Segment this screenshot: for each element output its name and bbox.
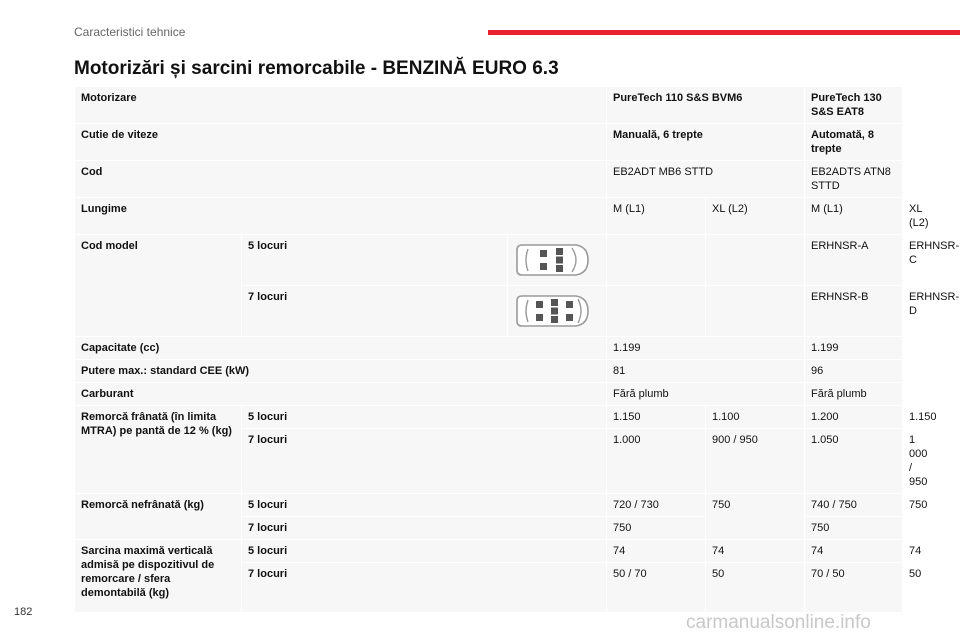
table-row: Remorcă nefrânată (kg) 5 locuri 720 / 730 750 740 / 750 750 xyxy=(75,494,903,517)
braked-7-1: 1.000 xyxy=(607,429,706,494)
unbraked-7-3: 750 xyxy=(805,517,903,540)
power-1: 81 xyxy=(607,360,805,383)
model-code-7-1 xyxy=(607,286,706,337)
length-2: XL (L2) xyxy=(706,198,805,235)
unbraked-5-3: 740 / 750 xyxy=(805,494,903,517)
unbraked-5-2: 750 xyxy=(706,494,805,540)
braked-5-3: 1.200 xyxy=(805,406,903,429)
braked-7-label: 7 locuri xyxy=(242,429,607,494)
model-code-5-1 xyxy=(607,235,706,286)
row-label-lungime: Lungime xyxy=(75,198,607,235)
row-label-carburant: Carburant xyxy=(75,383,607,406)
watermark: carmanualsonline.info xyxy=(686,612,871,633)
table-row xyxy=(75,383,903,406)
model-code-7-2 xyxy=(706,286,805,337)
length-1: M (L1) xyxy=(607,198,706,235)
braked-7-3: 1.050 xyxy=(805,429,903,494)
page-title: Motorizări și sarcini remorcabile - BENZINĂ EURO 6.3 xyxy=(74,58,559,79)
page-number: 182 xyxy=(14,606,33,618)
row-label-motorizare: Motorizare xyxy=(75,87,607,124)
power-2: 96 xyxy=(805,360,903,383)
engine-2: PureTech 130 S&S EAT8 xyxy=(805,87,903,124)
model-code-5-2 xyxy=(706,235,805,286)
table-row: Lungime M (L1) XL (L2) M (L1) XL (L2) xyxy=(75,198,903,235)
table-row: 7 locuri 1.000 900 / 950 1.050 1 000 / 950 xyxy=(75,429,903,494)
capacity-2: 1.199 xyxy=(805,337,903,360)
row-label-remorca-nefranata: Remorcă nefrânată (kg) xyxy=(75,494,242,540)
table-row: 7 locuri ERHNSR-B ERHNSR-D xyxy=(75,286,903,337)
table-row xyxy=(75,360,903,383)
car-5-seats-icon xyxy=(508,235,607,286)
load-7-label: 7 locuri xyxy=(242,563,607,613)
unbraked-5-label: 5 locuri xyxy=(242,494,607,517)
model-code-5-3: ERHNSR-A xyxy=(805,235,903,286)
row-label-cutie: Cutie de viteze xyxy=(75,124,607,161)
gearbox-1: Manuală, 6 trepte xyxy=(607,124,805,161)
section-header: Caracteristici tehnice xyxy=(74,25,186,39)
engine-1: PureTech 110 S&S BVM6 xyxy=(607,87,805,124)
braked-5-label: 5 locuri xyxy=(242,406,607,429)
row-label-sarcina: Sarcina maximă verticală admisă pe dispozitivul de remorcare / sfera demontabilă (kg) xyxy=(75,540,242,613)
row-label-putere: Putere max.: standard CEE (kW) xyxy=(75,360,607,383)
table-row xyxy=(75,124,903,161)
table-row: Remorcă frânată (în limita MTRA) pe pantă de 12 % (kg) 5 locuri 1.150 1.100 1.200 1.150 xyxy=(75,406,903,429)
table-row xyxy=(75,161,903,198)
seats-5-label: 5 locuri xyxy=(242,235,508,286)
fuel-1: Fără plumb xyxy=(607,383,805,406)
row-label-capacitate: Capacitate (cc) xyxy=(75,337,607,360)
load-5-label: 5 locuri xyxy=(242,540,607,563)
row-label-remorca-franata: Remorcă frânată (în limita MTRA) pe pantă de 12 % (kg) xyxy=(75,406,242,494)
load-7-2: 50 xyxy=(706,563,805,613)
load-5-3: 74 xyxy=(805,540,903,563)
load-5-1: 74 xyxy=(607,540,706,563)
header-accent-bar xyxy=(488,30,960,35)
code-2: EB2ADTS ATN8 STTD xyxy=(805,161,903,198)
seats-7-label: 7 locuri xyxy=(242,286,508,337)
table-row xyxy=(75,337,903,360)
unbraked-7-label: 7 locuri xyxy=(242,517,607,540)
row-label-cod-model: Cod model xyxy=(75,235,242,337)
braked-5-1: 1.150 xyxy=(607,406,706,429)
table-row xyxy=(75,87,903,124)
load-5-2: 74 xyxy=(706,540,805,563)
table-row: Cod model 5 locuri ERHNSR-A ERHNSR-C xyxy=(75,235,903,286)
table-row: 7 locuri 50 / 70 50 70 / 50 50 xyxy=(75,563,903,613)
unbraked-5-1: 720 / 730 xyxy=(607,494,706,517)
model-code-7-3: ERHNSR-B xyxy=(805,286,903,337)
car-7-seats-icon xyxy=(508,286,607,337)
fuel-2: Fără plumb xyxy=(805,383,903,406)
length-3: M (L1) xyxy=(805,198,903,235)
row-label-cod: Cod xyxy=(75,161,607,198)
code-1: EB2ADT MB6 STTD xyxy=(607,161,805,198)
braked-7-2: 900 / 950 xyxy=(706,429,805,494)
load-7-1: 50 / 70 xyxy=(607,563,706,613)
table-row: Sarcina maximă verticală admisă pe dispozitivul de remorcare / sfera demontabilă (kg) 5 locuri 74 74 74 74 xyxy=(75,540,903,563)
gearbox-2: Automată, 8 trepte xyxy=(805,124,903,161)
capacity-1: 1.199 xyxy=(607,337,805,360)
braked-5-2: 1.100 xyxy=(706,406,805,429)
unbraked-7-1: 750 xyxy=(607,517,706,540)
engine-spec-table xyxy=(74,86,960,613)
load-7-3: 70 / 50 xyxy=(805,563,903,613)
